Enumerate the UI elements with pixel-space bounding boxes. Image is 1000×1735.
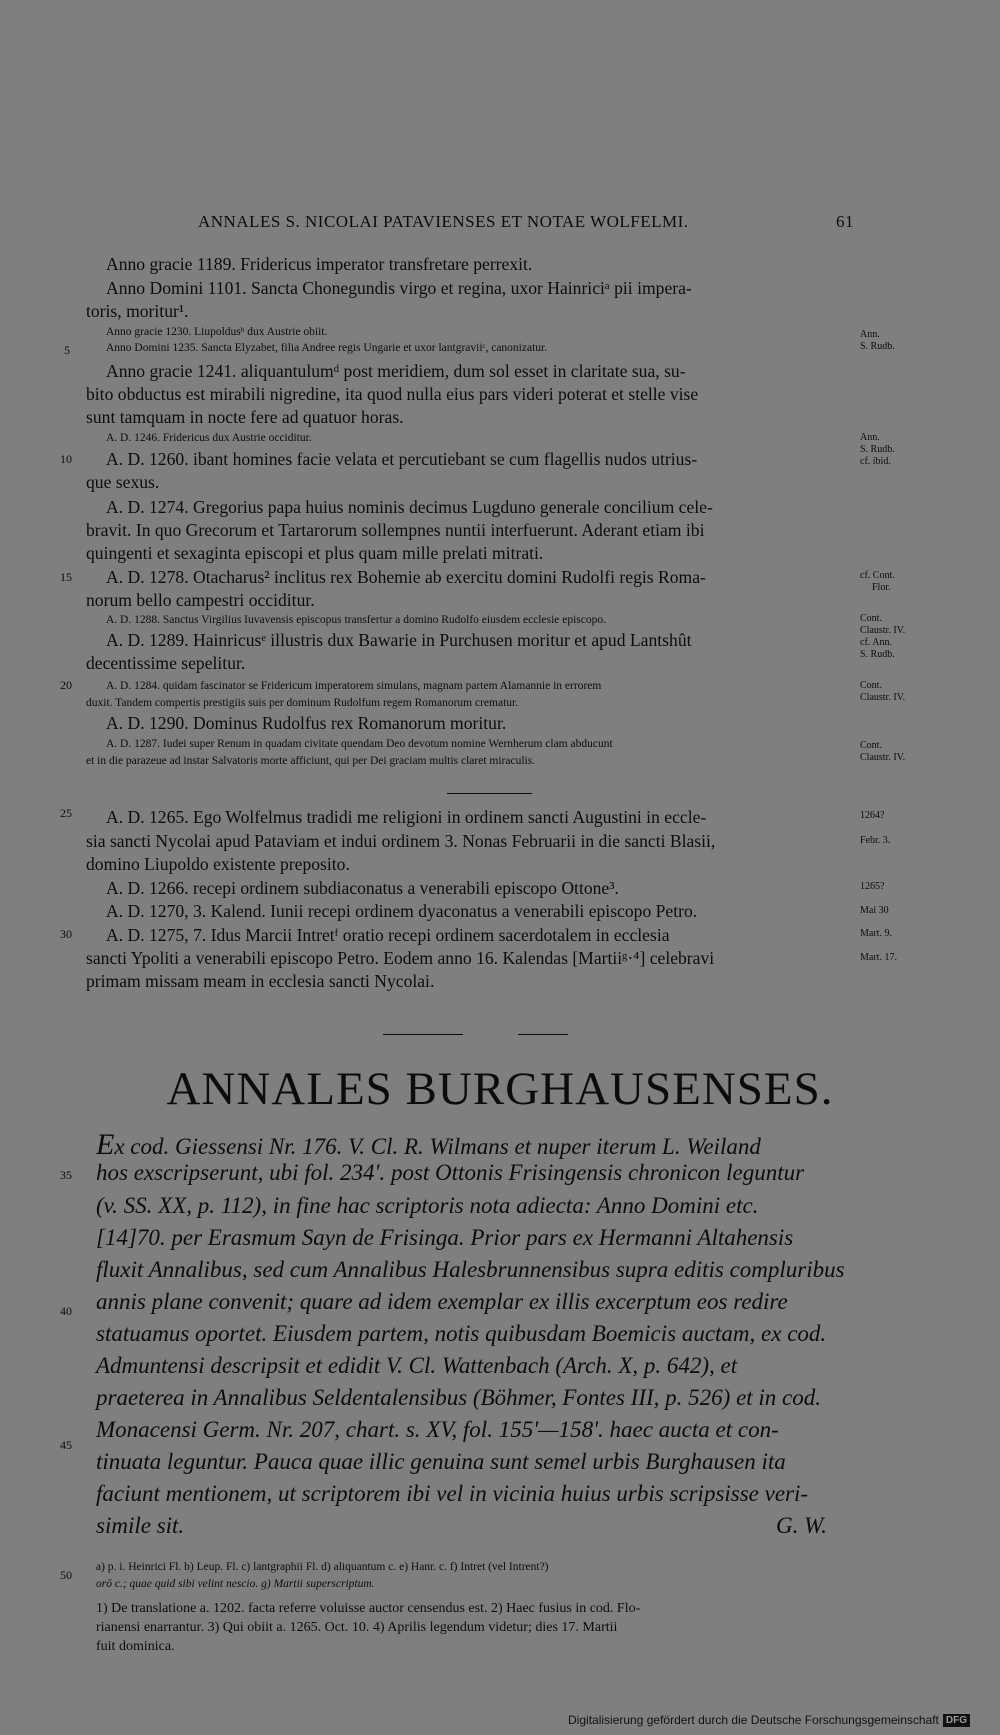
margin-note: Febr. 3. — [860, 835, 891, 846]
intro-line: tinuata leguntur. Pauca quae illic genuina sunt semel urbis Burghausen ita — [96, 1449, 786, 1474]
line-number: 35 — [60, 1168, 72, 1182]
text-line: A. D. 1265. Ego Wolfelmus tradidi me religioni in ordinem sancti Augustini in eccle- — [106, 807, 707, 827]
text-line: A. D. 1266. recepi ordinem subdiaconatus a venerabili episcopo Ottone³. — [106, 878, 619, 898]
intro-line: Admuntensi descripsit et edidit V. Cl. Wattenbach (Arch. X, p. 642), et — [96, 1353, 738, 1378]
line-number: 30 — [60, 927, 72, 941]
text-line: A. D. 1289. Hainricusᵉ illustris dux Bawarie in Purchusen moritur et apud Lantshût — [106, 630, 692, 650]
line-number: 45 — [60, 1438, 72, 1452]
margin-note: cf. ibid. — [860, 456, 891, 467]
text-line: Anno gracie 1189. Fridericus imperator transfretare perrexit. — [106, 254, 533, 274]
margin-note: S. Rudb. — [860, 341, 895, 352]
apparatus-line: a) p. i. Heinrici Fl. b) Leup. Fl. c) lantgraphii Fl. d) aliquantum c. e) Hanr. c. f) Intret (vel Intrent?) — [96, 1561, 549, 1573]
margin-note: S. Rudb. — [860, 649, 895, 660]
text-line: Anno Domini 1235. Sancta Elyzabet, filia Andree regis Ungarie et uxor lantgraviiᶜ, canonizatur. — [106, 342, 548, 354]
funding-footer — [568, 1713, 970, 1727]
intro-line — [96, 1128, 761, 1162]
line-number: 40 — [60, 1304, 72, 1318]
section-divider — [447, 793, 532, 794]
intro-line: statuamus oportet. Eiusdem partem, notis quibusdam Boemicis auctam, ex cod. — [96, 1321, 827, 1346]
text-line: A. D. 1275, 7. Idus Marcii Intretᶠ oratio recepi ordinem sacerdotalem in ecclesia — [106, 925, 670, 945]
margin-note: Mart. 17. — [860, 952, 897, 963]
text-line: sancti Ypoliti a venerabili episcopo Petro. Eodem anno 16. Kalendas [Martiiᵍ·⁴] celebravi — [86, 948, 715, 968]
footnote-line: fuit dominica. — [96, 1639, 175, 1654]
text-line: Anno gracie 1241. aliquantulumᵈ post meridiem, dum sol esset in claritate sua, su- — [106, 361, 686, 381]
intro-text: x cod. Giessensi Nr. 176. V. Cl. R. Wilmans et nuper iterum L. Weiland — [114, 1134, 761, 1159]
text-line: Anno Domini 1101. Sancta Chonegundis virgo et regina, uxor Hainriciᵃ pii impera- — [106, 278, 692, 298]
text-line: A. D. 1278. Otacharus² inclitus rex Bohemie ab exercitu domini Rudolfi regis Roma- — [106, 567, 706, 587]
intro-line: faciunt mentionem, ut scriptorem ibi vel in vicinia huius urbis scripsisse veri- — [96, 1481, 809, 1506]
intro-line: [14]70. per Erasmum Sayn de Frisinga. Prior pars ex Hermanni Altahensis — [96, 1225, 794, 1250]
line-number: 25 — [60, 806, 72, 820]
text-line: quingenti et sexaginta episcopi et plus quam mille prelati mitrati. — [86, 543, 544, 563]
apparatus-line: orō c.; quae quid sibi velint nescio. g) Martii superscriptum. — [96, 1578, 375, 1590]
text-line: A. D. 1288. Sanctus Virgilius Iuvavensis episcopus transfertur a domino Rudolfo eiusdem ecclesie episcopo. — [106, 614, 607, 626]
dfg-logo: DFG — [943, 1714, 970, 1727]
margin-note: cf. Ann. — [860, 637, 892, 648]
line-number: 20 — [60, 678, 72, 692]
margin-note: Mai 30 — [860, 905, 889, 916]
footnote-line: 1) De translatione a. 1202. facta referre voluisse auctor censendus est. 2) Haec fusius in cod. Flo- — [96, 1601, 641, 1616]
running-title: ANNALES S. NICOLAI PATAVIENSES ET NOTAE WOLFELMI. — [198, 212, 689, 231]
editor-signature: G. W. — [776, 1513, 827, 1538]
text-line: A. D. 1284. quidam fascinator se Fridericum imperatorem simulans, magnam partem Alamannie in errorem — [106, 680, 602, 692]
section-title: ANNALES BURGHAUSENSES. — [166, 1063, 834, 1115]
text-line: domino Liupoldo existente preposito. — [86, 854, 350, 874]
intro-line: hos exscripserunt, ubi fol. 234'. post Ottonis Frisingensis chronicon leguntur — [96, 1160, 805, 1185]
line-number: 50 — [60, 1568, 72, 1582]
margin-note: Flor. — [872, 582, 891, 593]
text-line: A. D. 1290. Dominus Rudolfus rex Romanorum moritur. — [106, 713, 507, 733]
intro-line: annis plane convenit; quare ad idem exemplar ex illis excerptum eos redire — [96, 1289, 788, 1314]
intro-line: (v. SS. XX, p. 112), in fine hac scriptoris nota adiecta: Anno Domini etc. — [96, 1193, 759, 1218]
ornament-rule-left — [383, 1034, 463, 1035]
margin-note: Claustr. IV. — [860, 625, 906, 636]
margin-note: 1265? — [860, 881, 885, 892]
funding-text: Digitalisierung gefördert durch die Deutsche Forschungsgemeinschaft — [568, 1713, 939, 1727]
text-line: sia sancti Nycolai apud Pataviam et indui ordinem 3. Nonas Februarii in die sancti Blasii, — [86, 831, 716, 851]
margin-note: cf. Cont. — [860, 570, 895, 581]
margin-note: Mart. 9. — [860, 928, 892, 939]
text-line: A. D. 1287. Iudei super Renum in quadam civitate quendam Deo devotum nomine Wernherum clam abducunt — [106, 738, 613, 750]
text-line: primam missam meam in ecclesia sancti Nycolai. — [86, 971, 435, 991]
page-number: 61 — [836, 212, 854, 231]
margin-note: Cont. — [860, 613, 882, 624]
ornament-rule-right — [518, 1034, 568, 1035]
text-line: toris, moritur¹. — [86, 301, 189, 321]
margin-note: Claustr. IV. — [860, 692, 906, 703]
intro-line: praeterea in Annalibus Seldentalensibus (Böhmer, Fontes III, p. 526) et in cod. — [96, 1385, 822, 1410]
margin-note: Cont. — [860, 680, 882, 691]
intro-line: fluxit Annalibus, sed cum Annalibus Halesbrunnensibus supra editis compluribus — [96, 1257, 845, 1282]
line-number: 10 — [60, 452, 72, 466]
text-line: A. D. 1270, 3. Kalend. Iunii recepi ordinem dyaconatus a venerabili episcopo Petro. — [106, 901, 698, 921]
margin-note: Ann. — [860, 432, 880, 443]
text-line: A. D. 1246. Fridericus dux Austrie occiditur. — [106, 432, 312, 444]
line-number: 15 — [60, 570, 72, 584]
footnote-line: rianensi enarrantur. 3) Qui obiit a. 1265. Oct. 10. 4) Aprilis legendum videtur; dies 17. Martii — [96, 1620, 618, 1635]
margin-note: S. Rudb. — [860, 444, 895, 455]
drop-capital: E — [96, 1128, 115, 1161]
text-line: et in die parazeue ad instar Salvatoris morte afficiunt, qui per Dei graciam multis claret miraculis. — [86, 755, 536, 767]
intro-line: simile sit. — [96, 1513, 185, 1538]
text-line: norum bello campestri occiditur. — [86, 590, 315, 610]
margin-note: Claustr. IV. — [860, 752, 906, 763]
text-line: que sexus. — [86, 472, 160, 492]
text-line: duxit. Tandem compertis prestigiis suis per dominum Rudolfum regem Romanorum crematur. — [86, 697, 519, 709]
text-line: Anno gracie 1230. Liupoldusᵇ dux Austrie obiit. — [106, 326, 328, 338]
text-line: A. D. 1274. Gregorius papa huius nominis decimus Lugduno generale concilium cele- — [106, 497, 713, 517]
text-line: bravit. In quo Grecorum et Tartarorum sollempnes nuntii interfuerunt. Aderant etiam ibi — [86, 520, 705, 540]
intro-line: Monacensi Germ. Nr. 207, chart. s. XV, fol. 155'—158'. haec aucta et con- — [96, 1417, 779, 1442]
text-line: bito obductus est mirabili nigredine, ita quod nulla eius pars videri poterat et stelle vise — [86, 384, 699, 404]
text-line: sunt tamquam in nocte fere ad quatuor horas. — [86, 407, 404, 427]
margin-note: 1264? — [860, 810, 885, 821]
text-line: A. D. 1260. ibant homines facie velata et percutiebant se cum flagellis nudos utrius- — [106, 449, 698, 469]
margin-note: Ann. — [860, 329, 880, 340]
text-line: decentissime sepelitur. — [86, 653, 246, 673]
margin-note: Cont. — [860, 740, 882, 751]
line-number: 5 — [64, 343, 70, 357]
